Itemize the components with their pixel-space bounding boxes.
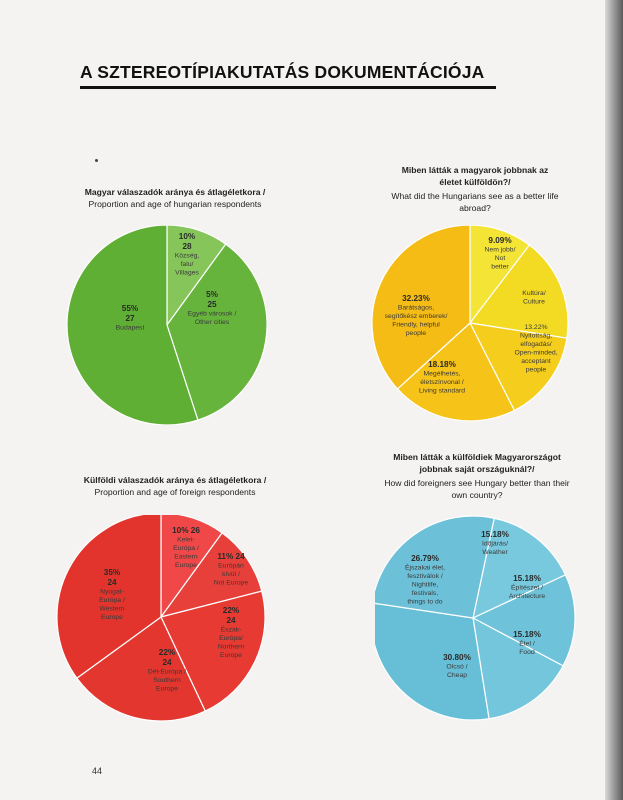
slice-label-line: Időjárás/	[481, 540, 509, 548]
chart-heading-hungarian-respondents	[60, 186, 290, 210]
slice-label	[481, 530, 509, 556]
slice-label-line: Friendly, helpful	[392, 321, 440, 329]
slice-label-line: Living standard	[418, 387, 466, 395]
slice-label	[522, 290, 546, 306]
slice-label-line: 18.18%	[428, 360, 456, 369]
title-underline	[80, 86, 496, 89]
slice-label-line: 22%	[158, 648, 176, 657]
slice-label-line: Weather	[482, 549, 508, 556]
slice-label-line: 22%	[222, 606, 240, 615]
slice-label-line: 55%	[121, 304, 139, 313]
slice-label-line: Cheap	[446, 672, 468, 679]
slice-label-line: 10% 26	[172, 526, 200, 535]
pie-chart-hungarian-respondents	[60, 225, 280, 425]
slice-label-line: 26.79%	[411, 554, 439, 563]
slice-label-line: 28	[182, 242, 192, 251]
chart-title-hu: Külföldi válaszadók aránya és átlagéletkora /	[83, 475, 267, 485]
slice-label-line: Egyéb városok /	[187, 310, 237, 318]
page-title: A SZTEREOTÍPIAKUTATÁS DOKUMENTÁCIÓJA	[80, 62, 485, 82]
slice-label-line: Nightlife,	[411, 581, 439, 589]
slice-label-line: festivals,	[411, 590, 439, 597]
slice-label-line: kívül /	[222, 571, 240, 578]
chart-title-hu: Miben látták a magyarok jobbnak az életet külföldön?/	[401, 165, 549, 187]
slice-label-line: 24	[162, 658, 172, 667]
slice-label-line: 15.18%	[481, 530, 509, 539]
chart-heading-hungarians-better-abroad	[390, 164, 560, 214]
slice-label-line: Megélhetés,	[423, 370, 461, 378]
pie-chart-foreigners-see-hungary	[375, 515, 585, 725]
slice-label-line: fesztiválok /	[407, 573, 443, 580]
chart-heading-foreigners-see-hungary	[378, 451, 576, 501]
slice-label-line: segítőkész emberek/	[384, 313, 448, 320]
slice-label-line: Kultúra/	[522, 290, 546, 297]
slice-label-line: Western	[99, 605, 125, 613]
slice-label-line: Észak-	[220, 626, 242, 634]
slice-label-line: Nem jobb/	[484, 246, 516, 254]
slice-label-line: better	[491, 263, 509, 271]
slice-label-line: Northern	[217, 643, 245, 651]
slice-label-line: Európa/	[219, 635, 243, 642]
slice-label-line: Not Europe	[213, 579, 249, 587]
slice-label-line: 10%	[178, 232, 196, 241]
slice-label-line: Európa /	[99, 597, 125, 604]
slice-label-line: Villages	[175, 269, 199, 277]
slice-label-line: Europe	[101, 614, 123, 621]
slice-label-line: 30.80%	[443, 653, 471, 662]
chart-title-en: Proportion and age of foreign respondents	[94, 487, 256, 497]
slice-label-line: Europe	[220, 652, 242, 659]
bullet-mark	[95, 159, 98, 162]
slice-label-line: 5%	[206, 290, 218, 299]
pie-chart-foreign-respondents	[55, 515, 280, 725]
slice-label-line: Olcsó /	[446, 663, 468, 671]
slice-label-line: Architecture	[508, 593, 546, 600]
slice-label-line: Dél-Európa /	[147, 668, 187, 676]
slice-label-line: falu/	[180, 261, 194, 268]
slice-label-line: Budapest	[115, 324, 145, 332]
slice-label-line: Barátságos,	[397, 304, 435, 312]
slice-label-line: Község,	[174, 252, 200, 260]
slice-label-line: Other cities	[194, 319, 230, 326]
slice-label-line: 32.23%	[402, 294, 430, 303]
slice-label-line: Southern	[153, 677, 181, 684]
slice-label-line: Europe	[175, 562, 197, 569]
slice-label-line: 11% 24	[217, 552, 245, 561]
slice-label-line: things to do	[407, 598, 443, 606]
slice-label-line: Nyugat-	[100, 588, 124, 596]
pie-slice	[375, 603, 489, 720]
slice-label-line: 9.09%	[488, 236, 512, 245]
chart-title-en: Proportion and age of hungarian respondents	[88, 199, 262, 209]
chart-title-en: How did foreigners see Hungary better than their own country?	[384, 478, 570, 500]
page-number: 44	[92, 766, 103, 776]
slice-label	[509, 574, 545, 600]
slice-label-line: 15.18%	[513, 630, 541, 639]
slice-label-line: Eastern	[174, 553, 198, 561]
chart-heading-foreign-respondents	[55, 474, 295, 498]
slice-label-line: Építészet /	[510, 584, 544, 592]
slice-label-line: Europe	[156, 685, 178, 693]
slice-label-line: 13.22%	[524, 324, 548, 331]
slice-label-line: 27	[125, 314, 135, 323]
slice-label-line: Culture	[523, 298, 545, 306]
slice-label-line: 35%	[103, 568, 121, 577]
slice-label-line: 24	[107, 578, 117, 587]
slice-label-line: Kelet-	[177, 536, 195, 544]
page-gutter-shadow	[605, 0, 623, 800]
slice-label-line: 25	[207, 300, 217, 309]
slice-label	[214, 552, 249, 587]
slice-label-line: acceptant	[521, 358, 551, 365]
slice-label-line: Európán	[218, 562, 244, 570]
slice-label-line: Food	[519, 649, 535, 656]
chart-title-en: What did the Hungarians see as a better life abroad?	[391, 191, 559, 213]
slice-label-line: Európa /	[173, 545, 199, 552]
slice-label-line: people	[405, 330, 427, 337]
pie-chart-hungarians-better-abroad	[370, 225, 580, 425]
slice-label-line: elfogadás/	[520, 341, 552, 348]
chart-title-hu: Magyar válaszadók aránya és átlagéletkora /	[84, 187, 266, 197]
slice-label-line: életszínvonal /	[420, 379, 464, 386]
slice-label-line: Étel /	[519, 640, 535, 648]
slice-label-line: Éjszakai élet,	[404, 564, 446, 572]
slice-label	[172, 526, 200, 569]
slice-label-line: 15.18%	[513, 574, 541, 583]
slice-label-line: Nyitottság,	[519, 332, 553, 340]
slice-label-line: people	[525, 366, 547, 374]
slice-label-line: Not	[494, 255, 506, 262]
chart-title-hu: Miben látták a külföldiek Magyarországot jobbnak saját országuknál?/	[393, 452, 561, 474]
slice-label-line: Open-minded,	[514, 349, 558, 357]
slice-label-line: 24	[226, 616, 236, 625]
